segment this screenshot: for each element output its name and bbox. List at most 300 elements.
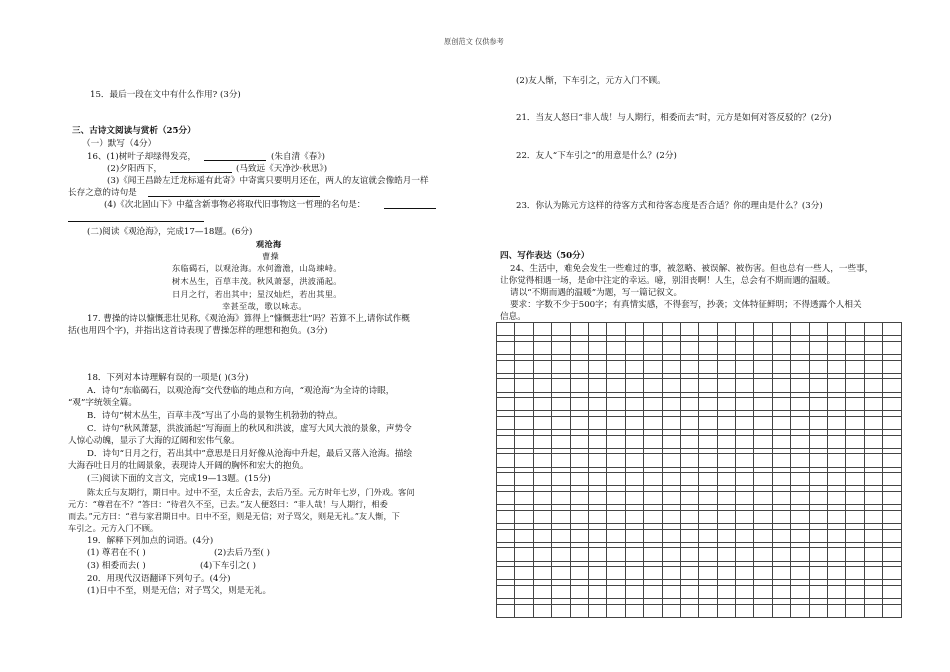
grid-cell[interactable] [680, 492, 698, 505]
grid-cell[interactable] [607, 416, 625, 429]
grid-cell[interactable] [699, 360, 717, 373]
grid-cell[interactable] [533, 323, 551, 336]
grid-cell[interactable] [717, 492, 735, 505]
grid-cell[interactable] [497, 510, 515, 523]
grid-cell[interactable] [717, 585, 735, 598]
grid-cell[interactable] [625, 379, 643, 392]
grid-cell[interactable] [846, 379, 864, 392]
grid-cell[interactable] [644, 492, 662, 505]
grid-cell[interactable] [809, 567, 827, 580]
grid-cell[interactable] [662, 379, 680, 392]
grid-cell[interactable] [570, 360, 588, 373]
grid-cell[interactable] [754, 510, 772, 523]
grid-cell[interactable] [570, 604, 588, 617]
grid-cell[interactable] [515, 473, 533, 486]
grid-cell[interactable] [883, 492, 901, 505]
grid-cell[interactable] [736, 360, 754, 373]
grid-cell[interactable] [846, 473, 864, 486]
grid-cell[interactable] [680, 585, 698, 598]
grid-cell[interactable] [680, 604, 698, 617]
grid-cell[interactable] [791, 492, 809, 505]
grid-cell[interactable] [809, 548, 827, 561]
grid-cell[interactable] [883, 416, 901, 429]
grid-cell[interactable] [662, 585, 680, 598]
grid-cell[interactable] [717, 604, 735, 617]
grid-cell[interactable] [625, 492, 643, 505]
grid-cell[interactable] [699, 548, 717, 561]
grid-cell[interactable] [791, 435, 809, 448]
grid-cell[interactable] [736, 585, 754, 598]
grid-cell[interactable] [533, 398, 551, 411]
grid-cell[interactable] [736, 416, 754, 429]
grid-cell[interactable] [846, 454, 864, 467]
grid-cell[interactable] [754, 492, 772, 505]
grid-cell[interactable] [662, 510, 680, 523]
grid-cell[interactable] [864, 379, 882, 392]
grid-cell[interactable] [736, 492, 754, 505]
grid-cell[interactable] [680, 416, 698, 429]
grid-cell[interactable] [883, 323, 901, 336]
grid-cell[interactable] [864, 435, 882, 448]
grid-cell[interactable] [754, 604, 772, 617]
grid-cell[interactable] [625, 585, 643, 598]
grid-cell[interactable] [588, 585, 606, 598]
grid-cell[interactable] [644, 510, 662, 523]
grid-cell[interactable] [497, 567, 515, 580]
grid-cell[interactable] [772, 341, 790, 354]
grid-cell[interactable] [809, 435, 827, 448]
grid-cell[interactable] [699, 492, 717, 505]
grid-cell[interactable] [607, 492, 625, 505]
grid-cell[interactable] [772, 548, 790, 561]
grid-cell[interactable] [791, 567, 809, 580]
grid-cell[interactable] [607, 529, 625, 542]
grid-cell[interactable] [772, 398, 790, 411]
grid-cell[interactable] [570, 323, 588, 336]
grid-cell[interactable] [662, 548, 680, 561]
grid-cell[interactable] [625, 529, 643, 542]
grid-cell[interactable] [754, 435, 772, 448]
grid-cell[interactable] [680, 379, 698, 392]
grid-cell[interactable] [754, 341, 772, 354]
grid-cell[interactable] [699, 435, 717, 448]
grid-cell[interactable] [846, 341, 864, 354]
grid-cell[interactable] [625, 341, 643, 354]
grid-cell[interactable] [533, 435, 551, 448]
grid-cell[interactable] [883, 473, 901, 486]
grid-cell[interactable] [717, 341, 735, 354]
grid-cell[interactable] [515, 529, 533, 542]
grid-cell[interactable] [662, 435, 680, 448]
grid-cell[interactable] [699, 379, 717, 392]
grid-cell[interactable] [625, 323, 643, 336]
grid-cell[interactable] [644, 585, 662, 598]
grid-cell[interactable] [864, 529, 882, 542]
grid-cell[interactable] [607, 379, 625, 392]
grid-cell[interactable] [754, 529, 772, 542]
grid-cell[interactable] [644, 454, 662, 467]
grid-cell[interactable] [699, 323, 717, 336]
grid-cell[interactable] [846, 416, 864, 429]
grid-cell[interactable] [588, 416, 606, 429]
grid-cell[interactable] [552, 473, 570, 486]
grid-cell[interactable] [828, 604, 846, 617]
grid-cell[interactable] [828, 435, 846, 448]
grid-cell[interactable] [736, 529, 754, 542]
grid-cell[interactable] [588, 567, 606, 580]
grid-cell[interactable] [497, 548, 515, 561]
grid-cell[interactable] [662, 398, 680, 411]
grid-cell[interactable] [533, 341, 551, 354]
grid-cell[interactable] [717, 567, 735, 580]
grid-cell[interactable] [828, 529, 846, 542]
grid-cell[interactable] [846, 567, 864, 580]
grid-cell[interactable] [497, 585, 515, 598]
grid-cell[interactable] [699, 529, 717, 542]
grid-cell[interactable] [515, 510, 533, 523]
grid-cell[interactable] [772, 435, 790, 448]
grid-cell[interactable] [736, 473, 754, 486]
grid-cell[interactable] [552, 548, 570, 561]
grid-cell[interactable] [533, 360, 551, 373]
grid-cell[interactable] [662, 492, 680, 505]
grid-cell[interactable] [497, 360, 515, 373]
grid-cell[interactable] [588, 492, 606, 505]
grid-cell[interactable] [680, 341, 698, 354]
grid-cell[interactable] [515, 548, 533, 561]
grid-cell[interactable] [828, 454, 846, 467]
grid-cell[interactable] [846, 435, 864, 448]
grid-cell[interactable] [607, 473, 625, 486]
grid-cell[interactable] [644, 341, 662, 354]
grid-cell[interactable] [644, 416, 662, 429]
grid-cell[interactable] [736, 341, 754, 354]
grid-cell[interactable] [736, 379, 754, 392]
grid-cell[interactable] [662, 360, 680, 373]
grid-cell[interactable] [533, 473, 551, 486]
grid-cell[interactable] [533, 548, 551, 561]
grid-cell[interactable] [699, 416, 717, 429]
grid-cell[interactable] [588, 529, 606, 542]
grid-cell[interactable] [717, 379, 735, 392]
grid-cell[interactable] [772, 323, 790, 336]
grid-cell[interactable] [570, 529, 588, 542]
grid-cell[interactable] [772, 604, 790, 617]
grid-cell[interactable] [588, 341, 606, 354]
grid-cell[interactable] [754, 360, 772, 373]
grid-cell[interactable] [699, 585, 717, 598]
grid-cell[interactable] [772, 379, 790, 392]
grid-cell[interactable] [864, 492, 882, 505]
grid-cell[interactable] [717, 360, 735, 373]
grid-cell[interactable] [662, 323, 680, 336]
grid-cell[interactable] [497, 323, 515, 336]
grid-cell[interactable] [717, 416, 735, 429]
grid-cell[interactable] [791, 323, 809, 336]
grid-cell[interactable] [717, 529, 735, 542]
grid-cell[interactable] [828, 492, 846, 505]
grid-cell[interactable] [570, 548, 588, 561]
grid-cell[interactable] [791, 454, 809, 467]
grid-cell[interactable] [533, 567, 551, 580]
grid-cell[interactable] [846, 548, 864, 561]
grid-cell[interactable] [515, 567, 533, 580]
grid-cell[interactable] [662, 454, 680, 467]
dictation-3-blank[interactable] [148, 196, 320, 197]
grid-cell[interactable] [625, 567, 643, 580]
grid-cell[interactable] [809, 360, 827, 373]
grid-cell[interactable] [791, 360, 809, 373]
grid-cell[interactable] [680, 510, 698, 523]
grid-cell[interactable] [497, 529, 515, 542]
grid-cell[interactable] [497, 379, 515, 392]
grid-cell[interactable] [644, 548, 662, 561]
grid-cell[interactable] [846, 323, 864, 336]
grid-cell[interactable] [864, 416, 882, 429]
grid-cell[interactable] [736, 398, 754, 411]
grid-cell[interactable] [772, 473, 790, 486]
grid-cell[interactable] [772, 454, 790, 467]
dictation-4-blank-cont[interactable] [68, 221, 204, 222]
grid-cell[interactable] [515, 323, 533, 336]
grid-cell[interactable] [533, 529, 551, 542]
grid-cell[interactable] [533, 510, 551, 523]
grid-cell[interactable] [552, 435, 570, 448]
grid-cell[interactable] [717, 473, 735, 486]
grid-cell[interactable] [644, 529, 662, 542]
grid-cell[interactable] [625, 548, 643, 561]
grid-cell[interactable] [552, 379, 570, 392]
grid-cell[interactable] [772, 360, 790, 373]
grid-cell[interactable] [680, 454, 698, 467]
grid-cell[interactable] [680, 567, 698, 580]
grid-cell[interactable] [662, 529, 680, 542]
grid-cell[interactable] [846, 510, 864, 523]
grid-cell[interactable] [607, 510, 625, 523]
grid-cell[interactable] [791, 398, 809, 411]
grid-cell[interactable] [809, 379, 827, 392]
grid-cell[interactable] [588, 548, 606, 561]
grid-cell[interactable] [864, 510, 882, 523]
grid-cell[interactable] [717, 510, 735, 523]
grid-cell[interactable] [717, 323, 735, 336]
grid-cell[interactable] [680, 323, 698, 336]
grid-cell[interactable] [680, 548, 698, 561]
grid-cell[interactable] [588, 360, 606, 373]
grid-cell[interactable] [533, 454, 551, 467]
grid-cell[interactable] [533, 585, 551, 598]
grid-cell[interactable] [772, 510, 790, 523]
grid-cell[interactable] [662, 604, 680, 617]
grid-cell[interactable] [497, 454, 515, 467]
grid-cell[interactable] [864, 454, 882, 467]
grid-cell[interactable] [497, 416, 515, 429]
grid-cell[interactable] [588, 510, 606, 523]
grid-cell[interactable] [809, 604, 827, 617]
grid-cell[interactable] [883, 435, 901, 448]
grid-cell[interactable] [515, 585, 533, 598]
grid-cell[interactable] [662, 341, 680, 354]
grid-cell[interactable] [552, 510, 570, 523]
grid-cell[interactable] [607, 548, 625, 561]
grid-cell[interactable] [497, 492, 515, 505]
grid-cell[interactable] [772, 585, 790, 598]
grid-cell[interactable] [828, 585, 846, 598]
grid-cell[interactable] [497, 435, 515, 448]
grid-cell[interactable] [864, 360, 882, 373]
grid-cell[interactable] [809, 473, 827, 486]
grid-cell[interactable] [828, 379, 846, 392]
grid-cell[interactable] [680, 435, 698, 448]
grid-cell[interactable] [625, 454, 643, 467]
grid-cell[interactable] [791, 473, 809, 486]
grid-cell[interactable] [846, 360, 864, 373]
grid-cell[interactable] [497, 398, 515, 411]
grid-cell[interactable] [570, 341, 588, 354]
grid-cell[interactable] [607, 360, 625, 373]
grid-cell[interactable] [552, 416, 570, 429]
grid-cell[interactable] [552, 360, 570, 373]
grid-cell[interactable] [846, 585, 864, 598]
grid-cell[interactable] [754, 416, 772, 429]
grid-cell[interactable] [625, 435, 643, 448]
grid-cell[interactable] [570, 435, 588, 448]
grid-cell[interactable] [754, 379, 772, 392]
grid-cell[interactable] [809, 454, 827, 467]
grid-cell[interactable] [772, 416, 790, 429]
grid-cell[interactable] [625, 510, 643, 523]
grid-cell[interactable] [570, 585, 588, 598]
grid-cell[interactable] [791, 341, 809, 354]
grid-cell[interactable] [736, 323, 754, 336]
grid-cell[interactable] [864, 585, 882, 598]
grid-cell[interactable] [699, 567, 717, 580]
grid-cell[interactable] [662, 416, 680, 429]
grid-cell[interactable] [662, 473, 680, 486]
grid-cell[interactable] [864, 323, 882, 336]
dictation-4-blank[interactable] [384, 208, 436, 209]
grid-cell[interactable] [883, 454, 901, 467]
grid-cell[interactable] [552, 604, 570, 617]
grid-cell[interactable] [515, 379, 533, 392]
grid-cell[interactable] [644, 604, 662, 617]
dictation-1-blank[interactable] [204, 160, 266, 161]
grid-cell[interactable] [717, 398, 735, 411]
grid-cell[interactable] [754, 567, 772, 580]
grid-cell[interactable] [644, 398, 662, 411]
grid-cell[interactable] [588, 435, 606, 448]
grid-cell[interactable] [570, 492, 588, 505]
grid-cell[interactable] [533, 416, 551, 429]
grid-cell[interactable] [552, 585, 570, 598]
grid-cell[interactable] [662, 567, 680, 580]
grid-cell[interactable] [846, 604, 864, 617]
grid-cell[interactable] [570, 398, 588, 411]
grid-cell[interactable] [809, 585, 827, 598]
grid-cell[interactable] [883, 510, 901, 523]
grid-cell[interactable] [607, 435, 625, 448]
grid-cell[interactable] [607, 341, 625, 354]
grid-cell[interactable] [515, 604, 533, 617]
grid-cell[interactable] [754, 398, 772, 411]
grid-cell[interactable] [791, 585, 809, 598]
grid-cell[interactable] [883, 585, 901, 598]
grid-cell[interactable] [533, 604, 551, 617]
grid-cell[interactable] [607, 567, 625, 580]
grid-cell[interactable] [791, 604, 809, 617]
grid-cell[interactable] [828, 416, 846, 429]
grid-cell[interactable] [680, 473, 698, 486]
grid-cell[interactable] [828, 473, 846, 486]
grid-cell[interactable] [625, 360, 643, 373]
grid-cell[interactable] [552, 567, 570, 580]
grid-cell[interactable] [644, 323, 662, 336]
grid-cell[interactable] [570, 567, 588, 580]
grid-cell[interactable] [699, 473, 717, 486]
grid-cell[interactable] [883, 398, 901, 411]
grid-cell[interactable] [699, 454, 717, 467]
grid-cell[interactable] [809, 341, 827, 354]
grid-cell[interactable] [864, 473, 882, 486]
grid-cell[interactable] [515, 454, 533, 467]
grid-cell[interactable] [809, 398, 827, 411]
grid-cell[interactable] [846, 529, 864, 542]
grid-cell[interactable] [754, 454, 772, 467]
grid-cell[interactable] [736, 435, 754, 448]
grid-cell[interactable] [883, 379, 901, 392]
grid-cell[interactable] [828, 323, 846, 336]
grid-cell[interactable] [570, 454, 588, 467]
grid-cell[interactable] [828, 567, 846, 580]
grid-cell[interactable] [883, 548, 901, 561]
grid-cell[interactable] [864, 604, 882, 617]
grid-cell[interactable] [809, 510, 827, 523]
grid-cell[interactable] [570, 379, 588, 392]
grid-cell[interactable] [846, 492, 864, 505]
grid-cell[interactable] [791, 548, 809, 561]
grid-cell[interactable] [828, 548, 846, 561]
grid-cell[interactable] [883, 360, 901, 373]
grid-cell[interactable] [883, 567, 901, 580]
grid-cell[interactable] [791, 529, 809, 542]
grid-cell[interactable] [644, 379, 662, 392]
grid-cell[interactable] [791, 416, 809, 429]
grid-cell[interactable] [828, 398, 846, 411]
grid-cell[interactable] [497, 604, 515, 617]
grid-cell[interactable] [828, 360, 846, 373]
grid-cell[interactable] [772, 529, 790, 542]
grid-cell[interactable] [717, 454, 735, 467]
grid-cell[interactable] [828, 510, 846, 523]
grid-cell[interactable] [570, 416, 588, 429]
grid-cell[interactable] [625, 604, 643, 617]
grid-cell[interactable] [552, 454, 570, 467]
grid-cell[interactable] [736, 604, 754, 617]
grid-cell[interactable] [809, 529, 827, 542]
grid-cell[interactable] [754, 585, 772, 598]
grid-cell[interactable] [497, 341, 515, 354]
grid-cell[interactable] [515, 360, 533, 373]
grid-cell[interactable] [644, 473, 662, 486]
grid-cell[interactable] [588, 379, 606, 392]
grid-cell[interactable] [588, 473, 606, 486]
grid-cell[interactable] [809, 492, 827, 505]
grid-cell[interactable] [754, 323, 772, 336]
grid-cell[interactable] [607, 398, 625, 411]
grid-cell[interactable] [588, 454, 606, 467]
grid-cell[interactable] [772, 567, 790, 580]
grid-cell[interactable] [607, 585, 625, 598]
